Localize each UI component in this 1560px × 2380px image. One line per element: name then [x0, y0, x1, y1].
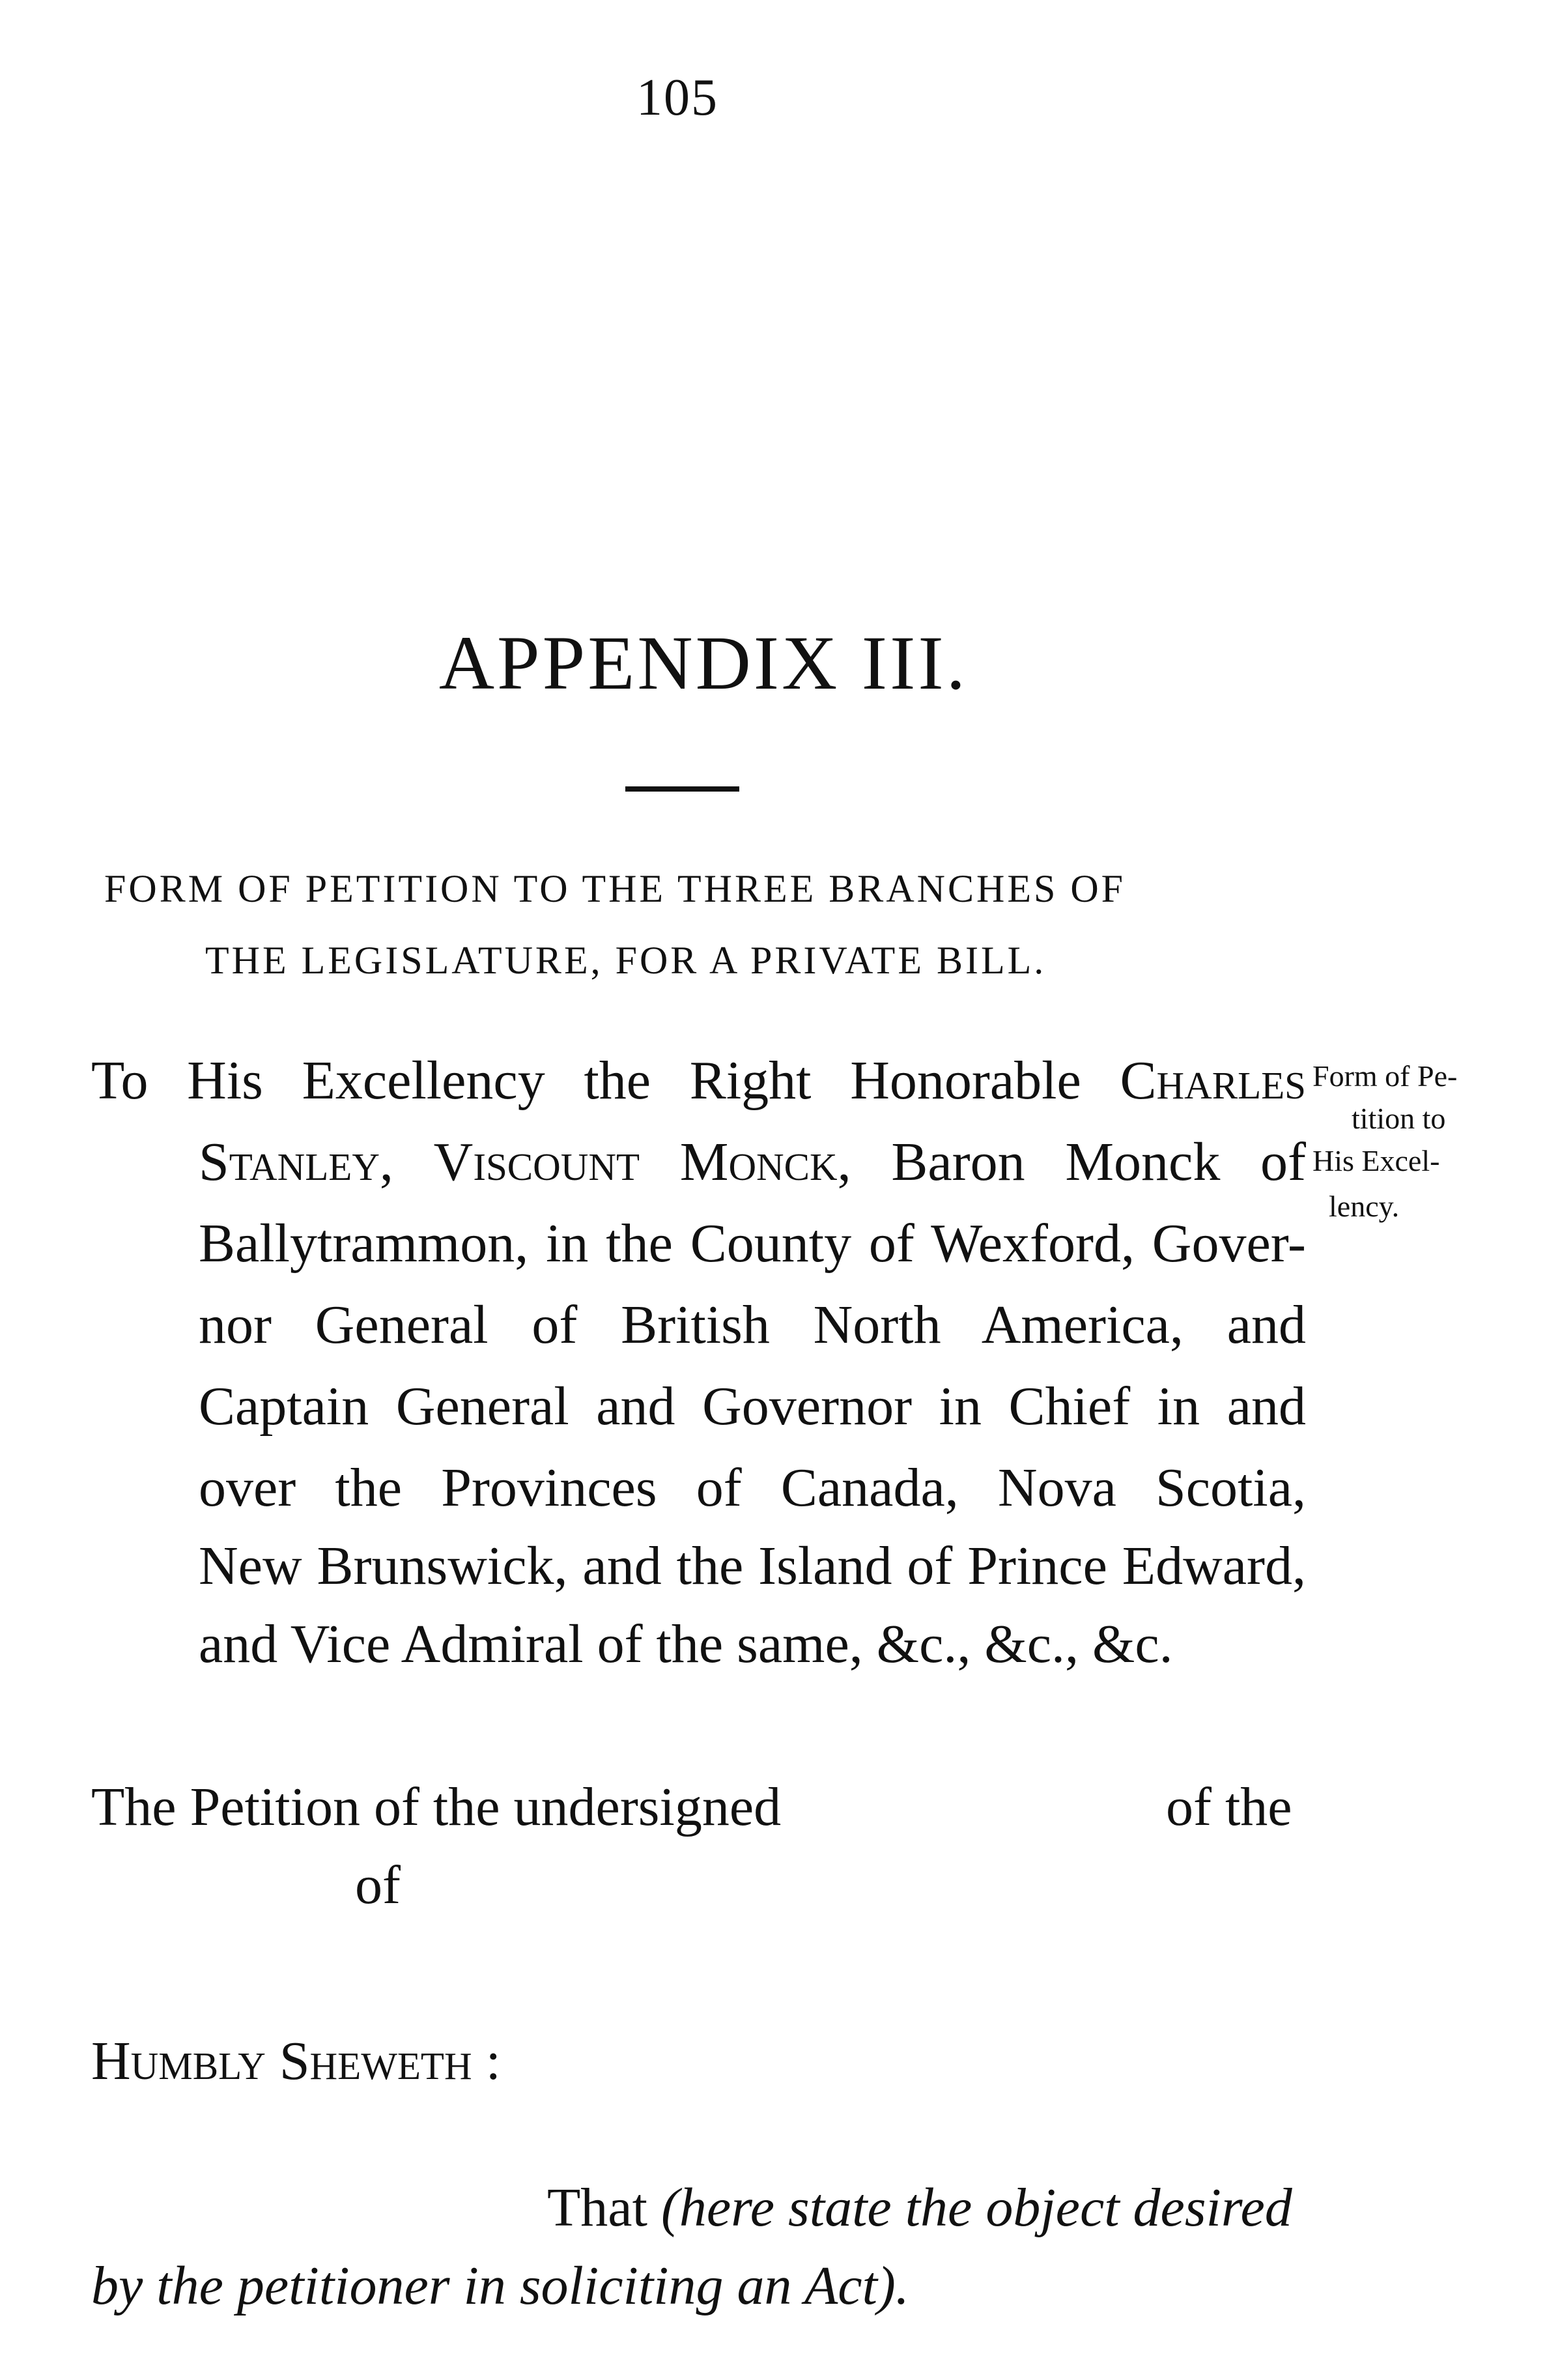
closing-instruction-2: by the petitioner in soliciting an Act). — [91, 2256, 909, 2316]
address-line-3: Ballytrammon, in the County of Wexford, Gover- — [199, 1213, 1306, 1274]
closing-line-1 — [547, 2176, 1292, 2239]
form-title-line-2: THE LEGISLATURE, FOR A PRIVATE BILL. — [205, 939, 1047, 982]
closing-that: That — [547, 2177, 647, 2238]
address-line-2: Stanley, Viscount Monck, Baron Monck of — [199, 1132, 1306, 1192]
address-line-5: Captain General and Governor in Chief in and — [199, 1376, 1306, 1437]
address-line-6: over the Provinces of Canada, Nova Scotia, — [199, 1457, 1306, 1518]
form-title-line-1: FORM OF PETITION TO THE THREE BRANCHES OF — [104, 867, 1126, 910]
appendix-title: APPENDIX III. — [438, 620, 969, 706]
closing-instruction-1: (here state the object desired — [660, 2177, 1292, 2238]
title-divider — [625, 786, 739, 792]
address-line-8: and Vice Admiral of the same, &c., &c., &c. — [199, 1614, 1173, 1674]
margin-note-line-1: Form of Pe- — [1312, 1059, 1458, 1093]
address-line-4: nor General of British North America, and — [199, 1295, 1306, 1355]
closing-line-2 — [91, 2254, 909, 2317]
petition-of-the: of the — [1166, 1777, 1292, 1837]
petition-intro: The Petition of the undersigned — [91, 1777, 782, 1837]
margin-note-line-4: lency. — [1329, 1190, 1400, 1223]
address-line-7: New Brunswick, and the Island of Prince Edward, — [199, 1536, 1306, 1596]
address-line-1: To His Excellency the Right Honorable Charles — [91, 1050, 1306, 1111]
margin-note-line-2: tition to — [1352, 1102, 1446, 1135]
petition-of: of — [355, 1855, 401, 1915]
margin-note-line-3: His Excel- — [1312, 1144, 1440, 1177]
humbly-sheweth: Humbly Sheweth : — [91, 2031, 501, 2091]
page-number: 105 — [636, 69, 718, 126]
